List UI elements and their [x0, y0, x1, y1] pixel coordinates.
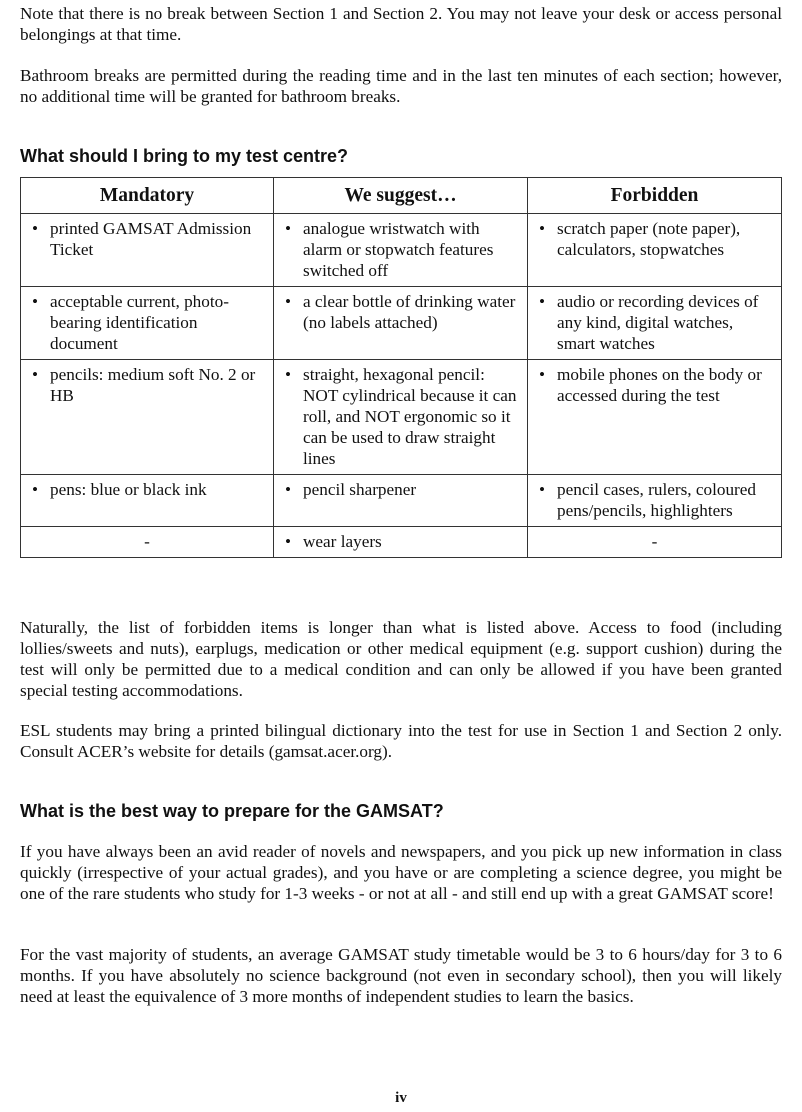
table-cell-empty: -	[528, 527, 782, 558]
cell-text: mobile phones on the body or accessed during the test	[557, 365, 762, 405]
table-cell	[528, 360, 782, 475]
table-header-row	[21, 178, 782, 214]
cell-text: a clear bottle of drinking water (no labels attached)	[303, 292, 516, 332]
bullet-marker: •	[285, 480, 292, 499]
bullet-marker: •	[539, 480, 546, 499]
bullet-marker: •	[539, 292, 546, 311]
bullet-marker: •	[285, 532, 292, 551]
cell-text: analogue wristwatch with alarm or stopwatch features switched off	[303, 219, 494, 280]
table-row	[21, 214, 782, 287]
cell-text: pencil cases, rulers, coloured pens/pencils, highlighters	[557, 480, 757, 520]
paragraph-no-break: Note that there is no break between Section 1 and Section 2. You may not leave your desk or access personal belongings at that time.	[20, 4, 782, 44]
table-row	[21, 360, 782, 475]
table-row	[21, 527, 782, 558]
table-cell	[21, 475, 274, 527]
paragraph-avid-reader: If you have always been an avid reader of novels and newspapers, and you pick up new information in class quickly (irrespective of your actual grades), and you have or are completing a science degree, you might be one of the rare students who study for 1-3 weeks - or not at all - and still end up with a great GAMSAT score!	[20, 842, 782, 903]
table-cell	[274, 475, 528, 527]
cell-text: printed GAMSAT Admission Ticket	[50, 219, 252, 259]
column-header-suggested: We suggest…	[274, 178, 528, 214]
table-row	[21, 475, 782, 527]
paragraph-study-timetable: For the vast majority of students, an average GAMSAT study timetable would be 3 to 6 hours/day for 3 to 6 months. If you have absolutely no science background (not even in secondary school), then you will likely need at least the equivalence of 3 more months of independent studies to learn the basics.	[20, 945, 782, 1006]
bullet-marker: •	[32, 219, 39, 238]
column-header-mandatory: Mandatory	[21, 178, 274, 214]
cell-text: pens: blue or black ink	[50, 480, 207, 499]
table-row	[21, 287, 782, 360]
cell-text: pencils: medium soft No. 2 or HB	[50, 365, 256, 405]
bullet-marker: •	[285, 292, 292, 311]
bullet-marker: •	[539, 365, 546, 384]
table-cell	[528, 214, 782, 287]
cell-text: acceptable current, photo-bearing identification document	[50, 292, 229, 353]
cell-text: pencil sharpener	[303, 480, 417, 499]
cell-text: scratch paper (note paper), calculators, stopwatches	[557, 219, 741, 259]
paragraph-bathroom-breaks: Bathroom breaks are permitted during the reading time and in the last ten minutes of each section; however, no additional time will be granted for bathroom breaks.	[20, 66, 782, 106]
table-cell	[274, 527, 528, 558]
bullet-marker: •	[285, 219, 292, 238]
table-cell	[21, 214, 274, 287]
table-cell	[528, 287, 782, 360]
bullet-marker: •	[32, 365, 39, 384]
table-cell	[274, 360, 528, 475]
heading-how-to-prepare: What is the best way to prepare for the GAMSAT?	[20, 801, 444, 821]
table-cell	[21, 360, 274, 475]
cell-text: audio or recording devices of any kind, digital watches, smart watches	[557, 292, 759, 353]
items-table	[20, 177, 782, 558]
table-cell	[528, 475, 782, 527]
table-cell	[274, 287, 528, 360]
page-number: iv	[395, 1090, 407, 1106]
cell-text: straight, hexagonal pencil: NOT cylindrical because it can roll, and NOT ergonomic so it can be used to draw straight lines	[303, 365, 517, 468]
bullet-marker: •	[32, 480, 39, 499]
table-cell-empty: -	[21, 527, 274, 558]
table-cell	[21, 287, 274, 360]
heading-what-to-bring: What should I bring to my test centre?	[20, 146, 349, 166]
table-cell	[274, 214, 528, 287]
bullet-marker: •	[539, 219, 546, 238]
column-header-forbidden: Forbidden	[528, 178, 782, 214]
bullet-marker: •	[32, 292, 39, 311]
paragraph-esl-dictionary: ESL students may bring a printed bilingual dictionary into the test for use in Section 1 and Section 2 only. Consult ACER’s website for details (gamsat.acer.org).	[20, 721, 782, 761]
paragraph-forbidden-items: Naturally, the list of forbidden items is longer than what is listed above. Access to food (including lollies/sweets and nuts), earplugs, medication or other medical equipment (e.g. support cushion) during the test will only be permitted due to a medical condition and can only be allowed if you have been granted special testing accommodations.	[20, 618, 782, 700]
bullet-marker: •	[285, 365, 292, 384]
cell-text: wear layers	[303, 532, 382, 551]
